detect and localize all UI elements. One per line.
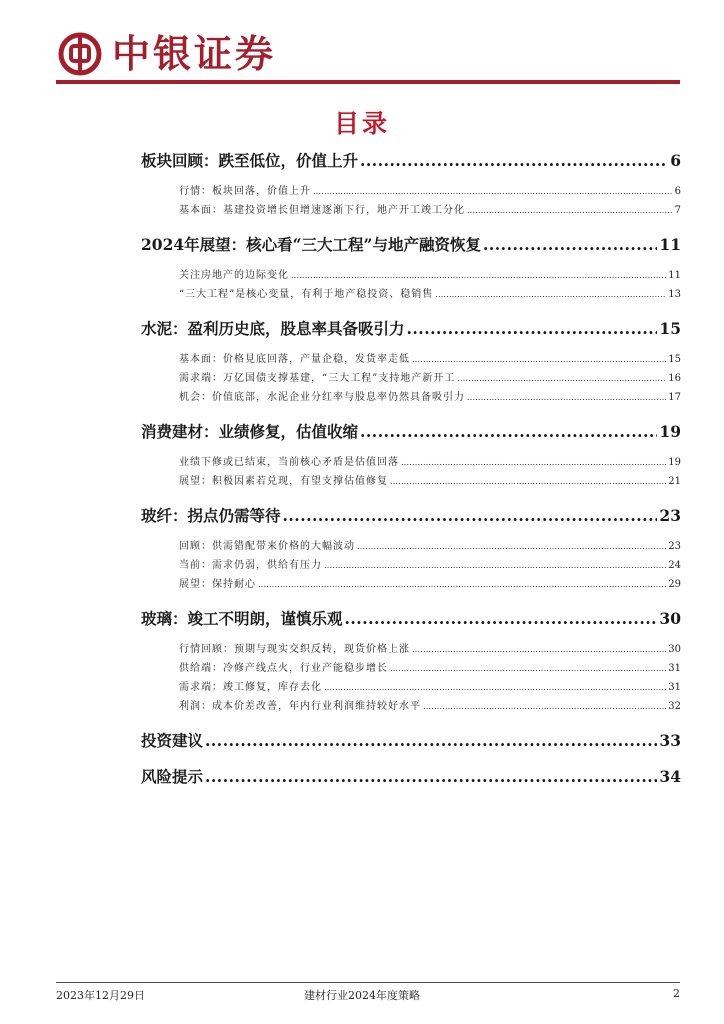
toc-section bbox=[141, 766, 681, 788]
toc-subentry-title: 展望：保持耐心 bbox=[179, 579, 256, 590]
toc-subentry-title: 利润：成本价差改善，年内行业利润维持较好水平 bbox=[179, 701, 421, 712]
toc-subentry-page: 24 bbox=[668, 560, 681, 571]
toc-entry-main[interactable] bbox=[141, 150, 681, 172]
dot-leader bbox=[313, 182, 673, 201]
toc-subentry-title: 基本面：价格見底回落，产量企稳，发货率走低 bbox=[179, 354, 410, 365]
dot-leader bbox=[390, 659, 666, 678]
dot-leader bbox=[483, 234, 657, 256]
toc-entry-sub[interactable] bbox=[141, 182, 681, 201]
toc-subentry-title: 供给端：冷修产线点火，行业产能稳步增长 bbox=[179, 663, 388, 674]
footer-page-number: 2 bbox=[673, 987, 680, 1000]
toc-subentry-title: 需求端：竣工修复，库存去化 bbox=[179, 682, 322, 693]
toc-section bbox=[141, 730, 681, 752]
toc-entry-main[interactable] bbox=[141, 505, 681, 527]
toc-entry-page: 30 bbox=[659, 609, 681, 628]
dot-leader bbox=[412, 350, 666, 369]
toc-entry-page: 11 bbox=[659, 235, 681, 254]
toc-subentry-page: 13 bbox=[668, 289, 681, 300]
toc-entry-main[interactable] bbox=[141, 730, 681, 752]
toc-subentry-page: 29 bbox=[668, 579, 681, 590]
toc-subentry-title: “三大工程”是核心变量，有利于地产稳投资、稳销售 bbox=[179, 289, 434, 300]
footer-date: 2023年12月29日 bbox=[56, 989, 145, 1002]
dot-leader bbox=[360, 150, 668, 172]
toc-entry-sub[interactable] bbox=[141, 388, 681, 407]
toc-entry-title: 板块回顾：跌至低位，价值上升 bbox=[141, 151, 359, 170]
dot-leader bbox=[467, 388, 666, 407]
toc-entry-title: 玻纤：拐点仍需等待 bbox=[141, 506, 281, 525]
toc-entry-main[interactable] bbox=[141, 608, 681, 630]
toc-entry-page: 15 bbox=[659, 319, 681, 338]
dot-leader bbox=[390, 472, 666, 491]
toc-entry-page: 34 bbox=[659, 767, 681, 786]
toc-entry-main[interactable] bbox=[141, 234, 681, 256]
header-divider bbox=[56, 80, 680, 84]
footer-divider bbox=[56, 982, 680, 983]
toc-subentry-title: 基本面：基建投资增长但增速逐渐下行，地产开工竣工分化 bbox=[179, 205, 465, 216]
toc-entry-sub[interactable] bbox=[141, 285, 681, 304]
toc-subentry-page: 16 bbox=[668, 373, 681, 384]
toc-entry-sub[interactable] bbox=[141, 575, 681, 594]
dot-leader bbox=[360, 421, 657, 443]
toc-subentry-page: 30 bbox=[668, 644, 681, 655]
toc-entry-title: 投资建议 bbox=[141, 731, 204, 750]
toc-entry-page: 6 bbox=[670, 151, 681, 170]
dot-leader bbox=[291, 266, 666, 285]
dot-leader bbox=[407, 318, 658, 340]
toc-subentry-page: 23 bbox=[668, 541, 681, 552]
dot-leader bbox=[457, 369, 666, 388]
brand-name: 中银证券 bbox=[112, 32, 277, 76]
toc-subentry-title: 关注房地产的边际变化 bbox=[179, 270, 289, 281]
toc-subentry-page: 11 bbox=[668, 270, 681, 281]
dot-leader bbox=[423, 697, 666, 716]
toc-entry-sub[interactable] bbox=[141, 640, 681, 659]
footer-report-title: 建材行业2024年度策略 bbox=[304, 989, 420, 1002]
dot-leader bbox=[205, 766, 657, 788]
dot-leader bbox=[345, 608, 658, 630]
toc-subentry-title: 回顾：供需错配带来价格的大幅波动 bbox=[179, 541, 355, 552]
toc-entry-sub[interactable] bbox=[141, 556, 681, 575]
toc-section bbox=[141, 608, 681, 716]
dot-leader bbox=[324, 678, 666, 697]
toc-subentry-page: 15 bbox=[668, 354, 681, 365]
toc-subentry-page: 32 bbox=[668, 701, 681, 712]
dot-leader bbox=[258, 575, 666, 594]
dot-leader bbox=[467, 201, 673, 220]
toc-subentry-page: 6 bbox=[674, 186, 681, 197]
toc-subentry-title: 行情：板块回落，价值上升 bbox=[179, 186, 311, 197]
dot-leader bbox=[324, 556, 666, 575]
toc-section bbox=[141, 318, 681, 407]
toc-entry-main[interactable] bbox=[141, 318, 681, 340]
toc-subentry-title: 需求端：万亿国债支撑基建，“三大工程”支持地产新开工 bbox=[179, 373, 456, 384]
toc-entry-title: 玻璃：竣工不明朗，谨慎乐观 bbox=[141, 609, 343, 628]
toc-subentry-page: 31 bbox=[668, 682, 681, 693]
toc-entry-title: 水泥：盈利历史底，股息率具备吸引力 bbox=[141, 319, 405, 338]
toc-entry-page: 33 bbox=[659, 731, 681, 750]
toc-entry-sub[interactable] bbox=[141, 266, 681, 285]
toc-subentry-page: 19 bbox=[668, 457, 681, 468]
toc-subentry-title: 机会：价值底部，水泥企业分红率与股息率仍然具备吸引力 bbox=[179, 392, 465, 403]
toc-section bbox=[141, 150, 681, 220]
toc-entry-main[interactable] bbox=[141, 421, 681, 443]
dot-leader bbox=[401, 453, 666, 472]
toc-subentry-page: 21 bbox=[668, 476, 681, 487]
toc-subentry-page: 31 bbox=[668, 663, 681, 674]
toc-entry-page: 23 bbox=[659, 506, 681, 525]
dot-leader bbox=[412, 640, 666, 659]
toc-entry-page: 19 bbox=[659, 422, 681, 441]
boc-logo-icon bbox=[58, 32, 102, 76]
report-header bbox=[56, 28, 680, 78]
toc-subentry-page: 7 bbox=[674, 205, 681, 216]
toc-entry-title: 消费建材：业绩修复，估值收缩 bbox=[141, 422, 359, 441]
toc-subentry-page: 17 bbox=[668, 392, 681, 403]
dot-leader bbox=[205, 730, 657, 752]
toc-entry-sub[interactable] bbox=[141, 453, 681, 472]
dot-leader bbox=[357, 537, 666, 556]
dot-leader bbox=[435, 285, 666, 304]
toc-entry-sub[interactable] bbox=[141, 472, 681, 491]
toc-entry-sub[interactable] bbox=[141, 678, 681, 697]
toc-section bbox=[141, 234, 681, 304]
toc-entry-sub[interactable] bbox=[141, 369, 681, 388]
toc-entry-sub[interactable] bbox=[141, 659, 681, 678]
toc-entry-title: 2024年展望：核心看“三大工程”与地产融资恢复 bbox=[141, 235, 481, 254]
toc-entry-sub[interactable] bbox=[141, 697, 681, 716]
toc-section bbox=[141, 505, 681, 594]
toc-entry-sub[interactable] bbox=[141, 350, 681, 369]
dot-leader bbox=[283, 505, 658, 527]
toc-subentry-title: 展望：积极因素若兑现，有望支撑估值修复 bbox=[179, 476, 388, 487]
toc-subentry-title: 业绩下修或已结束，当前核心矛盾是估值回落 bbox=[179, 457, 399, 468]
toc-section bbox=[141, 421, 681, 491]
toc-subentry-title: 行情回顾：预期与现实交织反转，现货价格上涨 bbox=[179, 644, 410, 655]
toc-subentry-title: 当前：需求仍弱，供给有压力 bbox=[179, 560, 322, 571]
toc-entry-sub[interactable] bbox=[141, 201, 681, 220]
toc-entry-main[interactable] bbox=[141, 766, 681, 788]
table-of-contents bbox=[141, 150, 681, 802]
toc-title: 目录 bbox=[333, 109, 390, 138]
toc-entry-title: 风险提示 bbox=[141, 767, 204, 786]
toc-entry-sub[interactable] bbox=[141, 537, 681, 556]
